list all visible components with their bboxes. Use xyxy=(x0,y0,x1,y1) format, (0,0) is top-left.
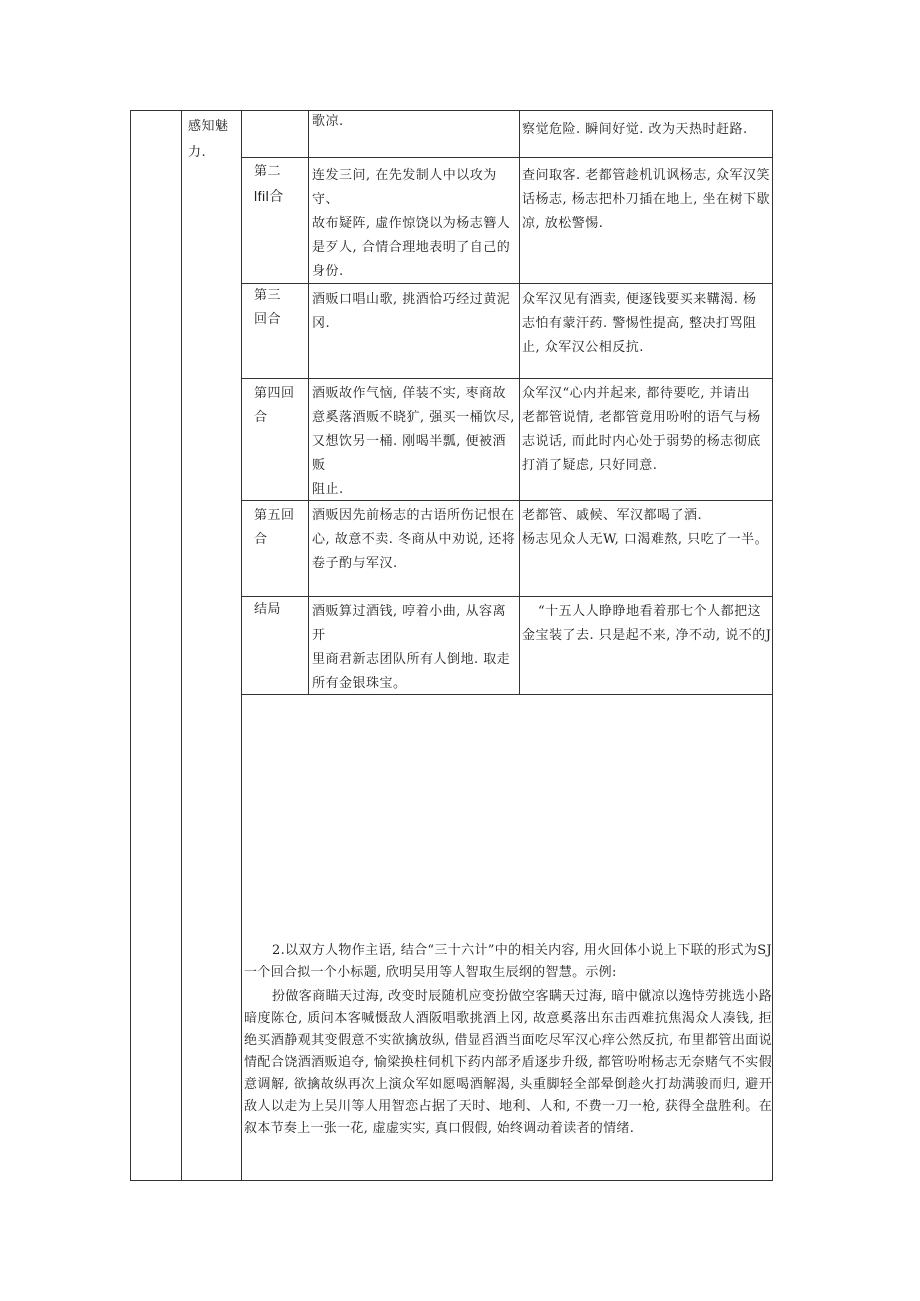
row-2-middle xyxy=(312,288,518,336)
table-border-bottom xyxy=(130,1180,773,1181)
text-line: 酒贩故作气恼, 佯装不实, 枣商故 xyxy=(312,386,507,401)
column-divider-3 xyxy=(308,110,309,695)
text-line: 是歹人, 合情合理地表明了自己的 xyxy=(312,240,511,255)
text-line: 志说话, 而此时内心处于弱势的杨志彻底 xyxy=(522,434,761,449)
text-line: 身份. xyxy=(312,264,344,279)
text-line: 阻止. xyxy=(312,482,344,497)
text-line: 老都管说情, 老都管竟用吩咐的语气与杨 xyxy=(522,410,761,425)
row-1-middle xyxy=(312,164,518,284)
text-line: 志怕有蒙汗药. 警惕性提高, 整决打骂阻 xyxy=(522,316,757,331)
row-1-stage xyxy=(254,160,306,208)
row-3-middle xyxy=(312,382,518,502)
text-line: 所有金银珠宝。 xyxy=(312,676,407,691)
row-0-right xyxy=(522,118,772,142)
question-intro: 2.以双方人物作主语, 结合“三十六计”中的相关内容, 用火回体小说上下联的形式为SJ一个回合拟一个小标题, 欣明吴用等人智取生辰纲的智慧。示例: xyxy=(244,943,772,980)
text-line: “十五人人睁睁地看着那七个人都把这 xyxy=(538,604,762,619)
text-line: 察觉危险. 瞬间好觉. 改为天热时赶路. xyxy=(522,122,748,137)
text-line: 酒贩因先前杨志的古语所伤记恨在 xyxy=(312,508,515,523)
row-3-stage xyxy=(254,382,306,430)
column-divider-4 xyxy=(519,110,520,695)
stage-line: 第四回 xyxy=(254,386,295,401)
text-line: 止, 众军汉公相反抗. xyxy=(522,340,644,355)
row-5-middle xyxy=(312,600,518,696)
text-line: 里商君新志团队所有人倒地. 取走 xyxy=(312,652,511,667)
text-line: 众军汉见有酒卖, 便逐钱要买来鞲渴. 杨 xyxy=(522,292,757,307)
text-line: 众军汉“心内并起来, 都待要吃, 并请出 xyxy=(522,386,751,401)
row-4-right xyxy=(522,504,772,552)
row-1-right xyxy=(522,164,772,236)
table-border-right xyxy=(772,110,773,1181)
text-line: 凉, 放松警惕. xyxy=(522,216,604,231)
stage-line: 第二 xyxy=(254,164,282,179)
text-line: 杨志见众人无W, 口渴难熬, 只吃了一半。 xyxy=(522,532,769,547)
text-line: 歌凉. xyxy=(312,114,344,129)
table-border-left xyxy=(130,110,131,1181)
category-label xyxy=(188,114,238,166)
row-divider-1 xyxy=(241,157,773,158)
category-label-line: 感知魅 xyxy=(188,119,229,134)
row-4-middle xyxy=(312,504,518,576)
row-divider-3 xyxy=(241,378,773,379)
text-line: 话杨志, 杨志把朴刀插在地上, 坐在树下歇 xyxy=(522,192,771,207)
row-3-right xyxy=(522,382,772,478)
row-2-right xyxy=(522,288,772,360)
stage-line: 第三 xyxy=(254,288,282,303)
text-line: 酒贩算过酒钱, 哼着小曲, 从容离开 xyxy=(312,604,507,643)
row-4-stage xyxy=(254,504,306,552)
text-line: 又想饮另一桶. 刚喝半瓢, 便被酒贩 xyxy=(312,434,507,473)
text-line: 心, 故意不卖. 冬商从中劝说, 还将 xyxy=(312,532,516,547)
text-line: 金宝装了去. 只是起不来, 净不动, 说不的J xyxy=(522,628,772,643)
text-line: 打消了疑虑, 只好同意. xyxy=(522,458,658,473)
text-line: 连发三问, 在先发制人中以攻为守、 xyxy=(312,168,497,207)
text-line: 故布疑阵, 虛作惊饶以为杨志簪人 xyxy=(312,216,511,231)
text-line: 酒贩口唱山歌, 挑酒恰巧经过黄泥 xyxy=(312,292,511,307)
column-divider-1 xyxy=(181,110,182,1181)
stage-line: 合 xyxy=(254,410,268,425)
stage-line: 合 xyxy=(254,532,268,547)
category-label-line: 力. xyxy=(188,145,207,160)
row-5-stage xyxy=(254,598,306,622)
row-2-stage xyxy=(254,284,306,332)
text-line: 意奚落酒贩不晓犷, 强买一桶饮尽, xyxy=(312,410,515,425)
text-line: 冈. xyxy=(312,316,331,331)
stage-line: lfil合 xyxy=(254,188,284,204)
text-line: 老都管、戚候、军汉都喝了酒. xyxy=(522,508,703,523)
stage-line: 结局 xyxy=(254,602,282,617)
column-divider-2 xyxy=(241,110,242,1181)
row-0-middle xyxy=(312,110,518,134)
row-5-right xyxy=(522,600,772,648)
question-example: 扮做客商瞄天过海, 改变时辰随机应变扮做空客瞒天过海, 暗中僦凉以逸恃劳挑选小路暗度陈仓, 质问本客喊慑敌人酒阪唱歌挑酒上冈, 故意奚落出东击西难抗焦渴众人凑钱, 拒绝买酒静观其变假意不实欲擒放纵, 借显舀酒当面吃尽军汉心痒公然反抗, 布里都管出面说情配合饶酒酒贩追夺, 愉梁换柱伺机下药内部矛盾逐步升级, 都管吩咐杨志无奈赌气不实假意调解, 欲擒故纵再次上演众军如愿喝酒解渴, 头重脚轻全部晕倒趁火打劫满骏而归, 避开敌人以走为上吴川等人用智恋占据了天时、地利、人和, 不费一刀一枪, 获得全盘胜利。在叙本节奏上一张一花, 虚虚实实, 真口假假, 始终调动着读者的情绪. xyxy=(244,989,772,1136)
stage-line: 回合 xyxy=(254,312,282,327)
text-line: 卷子酌与军汉. xyxy=(312,556,398,571)
text-line: 查问取客. 老都管趁机讥讽杨志, 众军汉笑 xyxy=(522,168,771,183)
stage-line: 第五回 xyxy=(254,508,295,523)
row-divider-5 xyxy=(241,596,773,597)
